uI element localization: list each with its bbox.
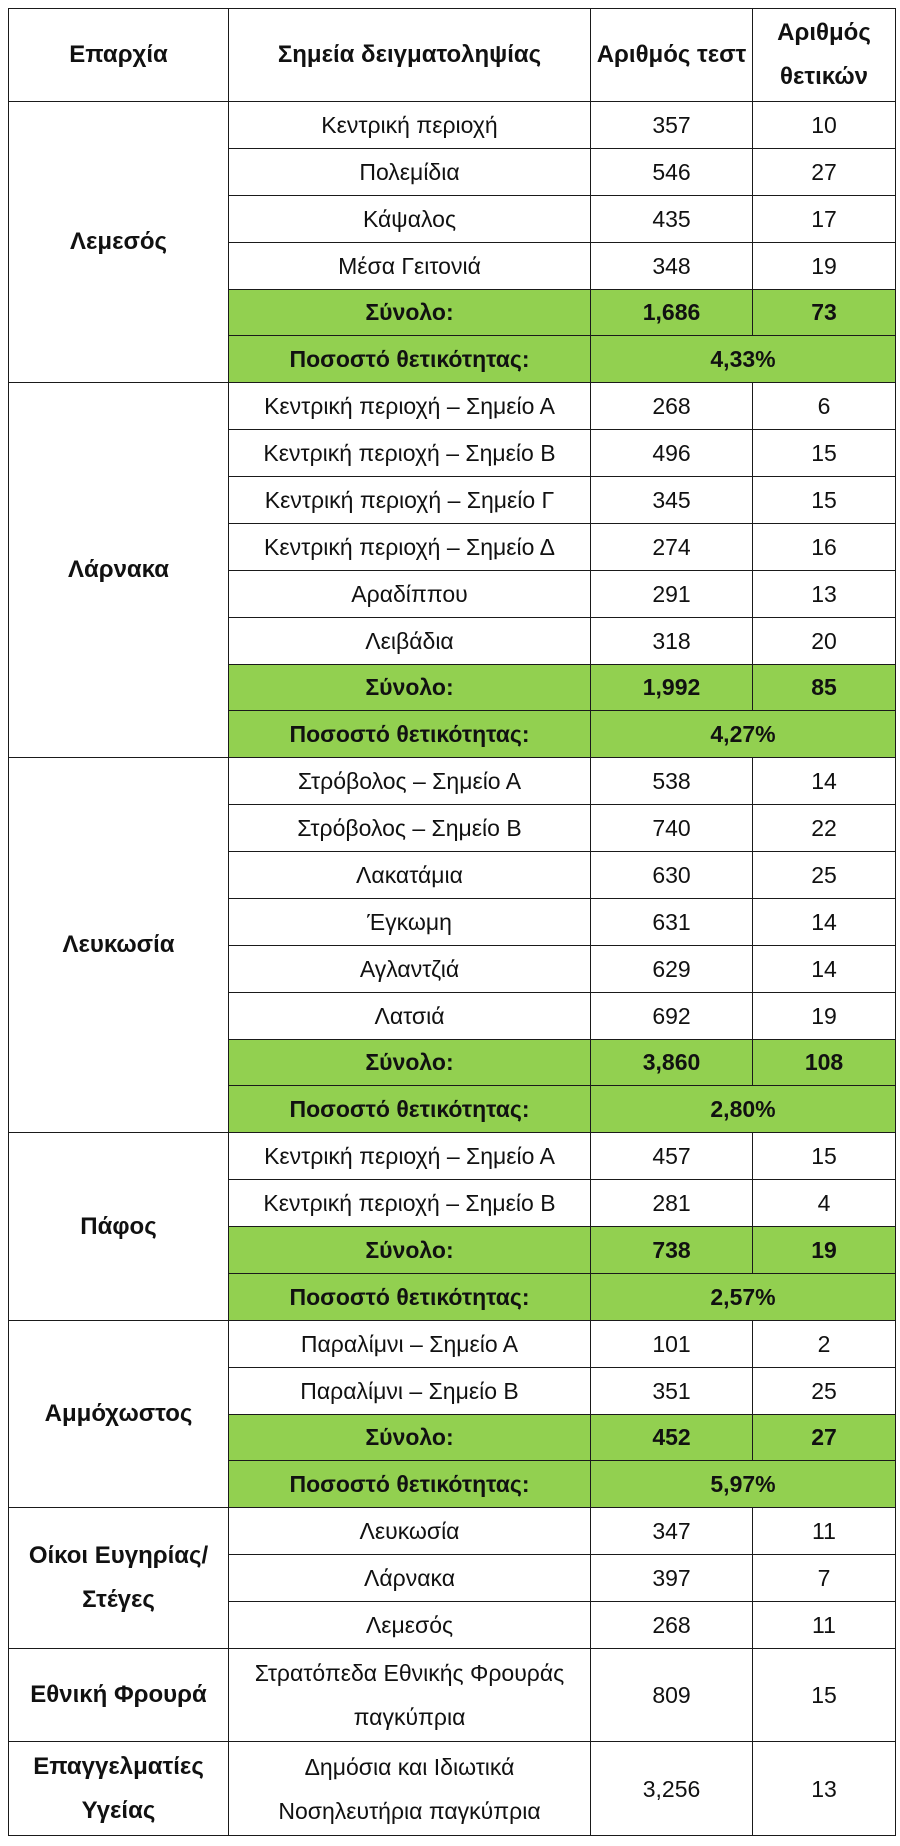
positives-cell: 15 [753, 477, 896, 524]
sampling-point-cell: Κεντρική περιοχή [229, 102, 591, 149]
positives-cell: 19 [753, 992, 896, 1039]
tests-cell: 348 [591, 242, 753, 289]
sampling-point-cell: Λατσιά [229, 992, 591, 1039]
positivity-rate-label: Ποσοστό θετικότητας: [229, 336, 591, 383]
positivity-rate-label: Ποσοστό θετικότητας: [229, 1086, 591, 1133]
total-tests: 738 [591, 1227, 753, 1274]
total-positives: 27 [753, 1414, 896, 1461]
tests-cell: 435 [591, 195, 753, 242]
tests-cell: 740 [591, 805, 753, 852]
positives-cell: 25 [753, 1367, 896, 1414]
table-row [9, 383, 896, 430]
tests-cell: 281 [591, 1180, 753, 1227]
total-label: Σύνολο: [229, 1227, 591, 1274]
sampling-point-cell: Κεντρική περιοχή – Σημείο Β [229, 430, 591, 477]
sampling-point-cell: Μέσα Γειτονιά [229, 242, 591, 289]
sampling-point-cell: Λακατάμια [229, 852, 591, 899]
sampling-point-cell: Κεντρική περιοχή – Σημείο Β [229, 1180, 591, 1227]
total-label: Σύνολο: [229, 289, 591, 336]
sampling-point-cell: Λειβάδια [229, 617, 591, 664]
tests-cell: 546 [591, 148, 753, 195]
positives-cell: 7 [753, 1555, 896, 1602]
sampling-point-cell: Κάψαλος [229, 195, 591, 242]
tests-cell: 3,256 [591, 1742, 753, 1836]
table-row [9, 758, 896, 805]
positives-cell: 14 [753, 758, 896, 805]
total-label: Σύνολο: [229, 1414, 591, 1461]
positives-cell: 15 [753, 1648, 896, 1742]
sampling-point-cell: Παραλίμνι – Σημείο Β [229, 1367, 591, 1414]
sampling-point-cell: Κεντρική περιοχή – Σημείο Α [229, 1133, 591, 1180]
tests-cell: 397 [591, 1555, 753, 1602]
positives-cell: 15 [753, 1133, 896, 1180]
table-row [9, 1648, 896, 1742]
total-tests: 1,992 [591, 664, 753, 711]
tests-cell: 351 [591, 1367, 753, 1414]
table-body [9, 102, 896, 1836]
positives-cell: 10 [753, 102, 896, 149]
total-tests: 1,686 [591, 289, 753, 336]
sampling-point-cell: Στρόβολος – Σημείο Α [229, 758, 591, 805]
positives-cell: 17 [753, 195, 896, 242]
tests-cell: 291 [591, 570, 753, 617]
tests-cell: 631 [591, 898, 753, 945]
positives-cell: 15 [753, 430, 896, 477]
tests-cell: 809 [591, 1648, 753, 1742]
positives-cell: 6 [753, 383, 896, 430]
header-positives: Αριθμός θετικών [753, 9, 896, 102]
sampling-point-cell: Στρατόπεδα Εθνικής Φρουράς παγκύπρια [229, 1648, 591, 1742]
total-tests: 3,860 [591, 1039, 753, 1086]
sampling-point-cell: Κεντρική περιοχή – Σημείο Γ [229, 477, 591, 524]
tests-cell: 692 [591, 992, 753, 1039]
positivity-rate-value: 5,97% [591, 1461, 896, 1508]
positivity-rate-value: 4,27% [591, 711, 896, 758]
total-label: Σύνολο: [229, 664, 591, 711]
sampling-point-cell: Παραλίμνι – Σημείο Α [229, 1320, 591, 1367]
positivity-rate-label: Ποσοστό θετικότητας: [229, 711, 591, 758]
total-tests: 452 [591, 1414, 753, 1461]
testing-results-table [8, 8, 896, 1836]
tests-cell: 101 [591, 1320, 753, 1367]
table-row [9, 102, 896, 149]
province-cell: Πάφος [9, 1133, 229, 1321]
province-cell: Λεμεσός [9, 102, 229, 383]
header-sampling-points: Σημεία δειγματοληψίας [229, 9, 591, 102]
sampling-point-cell: Στρόβολος – Σημείο Β [229, 805, 591, 852]
positives-cell: 20 [753, 617, 896, 664]
header-row [9, 9, 896, 102]
positives-cell: 16 [753, 523, 896, 570]
table-row [9, 1133, 896, 1180]
sampling-point-cell: Δημόσια και Ιδιωτικά Νοσηλευτήρια παγκύπρια [229, 1742, 591, 1836]
total-positives: 85 [753, 664, 896, 711]
positives-cell: 11 [753, 1508, 896, 1555]
header-province: Επαρχία [9, 9, 229, 102]
table-row [9, 1320, 896, 1367]
province-cell: Αμμόχωστος [9, 1320, 229, 1508]
positivity-rate-label: Ποσοστό θετικότητας: [229, 1273, 591, 1320]
tests-cell: 496 [591, 430, 753, 477]
positives-cell: 11 [753, 1602, 896, 1649]
positivity-rate-value: 4,33% [591, 336, 896, 383]
positives-cell: 14 [753, 898, 896, 945]
sampling-point-cell: Λευκωσία [229, 1508, 591, 1555]
sampling-point-cell: Αραδίππου [229, 570, 591, 617]
positives-cell: 19 [753, 242, 896, 289]
positives-cell: 14 [753, 945, 896, 992]
tests-cell: 457 [591, 1133, 753, 1180]
tests-cell: 268 [591, 383, 753, 430]
sampling-point-cell: Κεντρική περιοχή – Σημείο Α [229, 383, 591, 430]
tests-cell: 630 [591, 852, 753, 899]
tests-cell: 357 [591, 102, 753, 149]
positives-cell: 2 [753, 1320, 896, 1367]
header-tests: Αριθμός τεστ [591, 9, 753, 102]
sampling-point-cell: Πολεμίδια [229, 148, 591, 195]
sampling-point-cell: Έγκωμη [229, 898, 591, 945]
tests-cell: 538 [591, 758, 753, 805]
province-cell: Λάρνακα [9, 383, 229, 758]
positivity-rate-value: 2,57% [591, 1273, 896, 1320]
positives-cell: 13 [753, 570, 896, 617]
positivity-rate-value: 2,80% [591, 1086, 896, 1133]
positives-cell: 27 [753, 148, 896, 195]
tests-cell: 347 [591, 1508, 753, 1555]
positives-cell: 13 [753, 1742, 896, 1836]
total-positives: 73 [753, 289, 896, 336]
province-cell: Λευκωσία [9, 758, 229, 1133]
total-positives: 108 [753, 1039, 896, 1086]
tests-cell: 318 [591, 617, 753, 664]
total-label: Σύνολο: [229, 1039, 591, 1086]
sampling-point-cell: Λεμεσός [229, 1602, 591, 1649]
positives-cell: 25 [753, 852, 896, 899]
tests-cell: 268 [591, 1602, 753, 1649]
total-positives: 19 [753, 1227, 896, 1274]
table-row [9, 1742, 896, 1836]
tests-cell: 274 [591, 523, 753, 570]
sampling-point-cell: Κεντρική περιοχή – Σημείο Δ [229, 523, 591, 570]
table-row [9, 1508, 896, 1555]
sampling-point-cell: Αγλαντζιά [229, 945, 591, 992]
tests-cell: 629 [591, 945, 753, 992]
positives-cell: 4 [753, 1180, 896, 1227]
province-cell: Οίκοι Ευγηρίας/Στέγες [9, 1508, 229, 1649]
positives-cell: 22 [753, 805, 896, 852]
positivity-rate-label: Ποσοστό θετικότητας: [229, 1461, 591, 1508]
tests-cell: 345 [591, 477, 753, 524]
province-cell: Εθνική Φρουρά [9, 1648, 229, 1742]
sampling-point-cell: Λάρνακα [229, 1555, 591, 1602]
province-cell: Επαγγελματίες Υγείας [9, 1742, 229, 1836]
